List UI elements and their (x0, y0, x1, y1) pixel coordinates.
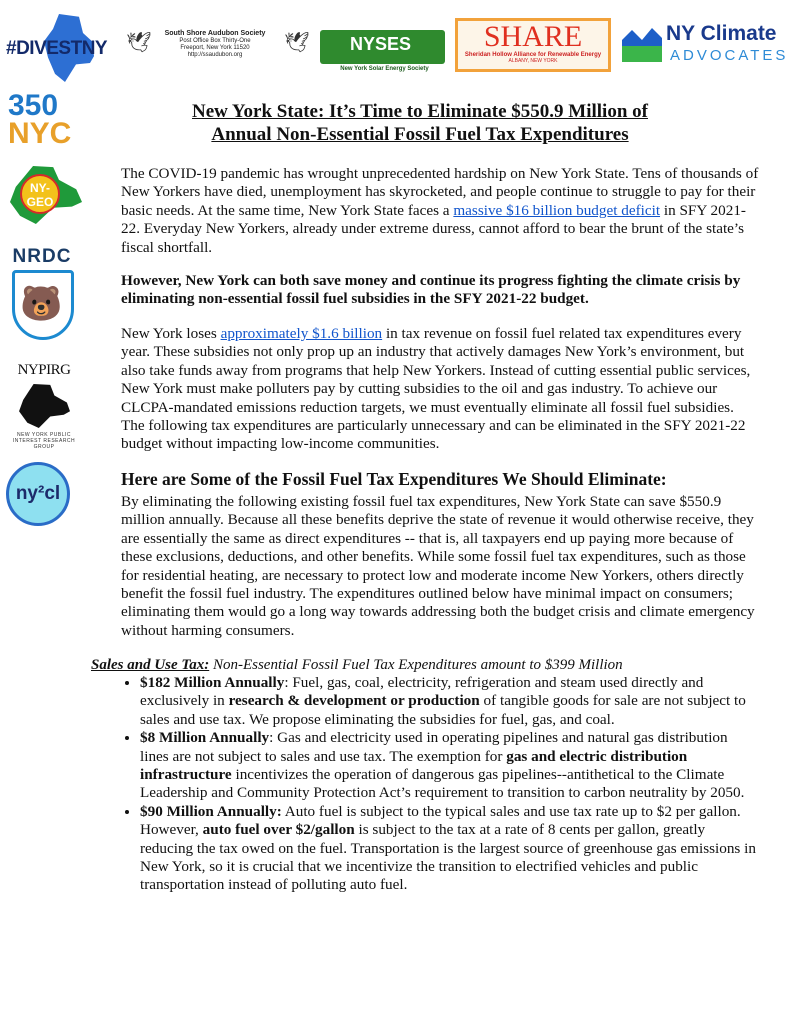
list-item (140, 729, 760, 803)
p3-text-a: New York loses (121, 325, 221, 342)
nyca-title: NY Climate (666, 22, 777, 45)
landscape-icon (622, 46, 662, 62)
audubon-name: South Shore Audubon Society (164, 30, 266, 37)
sales-use-tax-heading (91, 656, 771, 674)
audubon-address-1: Post Office Box Thirty-One (179, 38, 251, 44)
list-item (140, 674, 760, 729)
b3-text-b: is subject to the tax at a rate of 8 cents per gallon, greatly reducing the tax owed on the fuel. Transportation is the largest source of greenhouse gas emissions in New York, so it is crucial that we incentivize the transition to electrified vehicles and public transportation instead of polluting auto fuel. (140, 821, 756, 894)
list-item (140, 803, 760, 895)
b2-amount: $8 Million Annually (140, 729, 270, 747)
bold-statement: However, New York can both save money and continue its progress fighting the climate crisis by eliminating non-essential fossil fuel subsidies in the SFY 2021-22 budget. (121, 272, 741, 308)
nyses-title: NYSES (350, 34, 412, 54)
nycl-logo (6, 462, 70, 526)
b1-text-b: of tangible goods for sale are not subject to sales and use tax. We propose eliminating the subsidies for fuel, gas, and coal. (140, 692, 746, 728)
350nyc-logo (8, 89, 78, 154)
audubon-url: http://ssaudubon.org (187, 52, 243, 58)
share-subtitle: Sheridan Hollow Alliance for Renewable Energy (464, 52, 602, 58)
nyca-subtitle: ADVOCATES (670, 47, 789, 64)
ny-geo-logo (4, 162, 84, 228)
share-title: SHARE (483, 20, 583, 53)
sales-rest: Non-Essential Fossil Fuel Tax Expenditures amount to $399 Million (209, 657, 623, 673)
new-york-state-icon (18, 384, 70, 428)
b1-emphasis: research & development or production (228, 692, 480, 710)
p1-text-a: The COVID-19 pandemic has wrought unprecedented hardship on New York State. Tens of thousands of New Yorkers have died, unemployment has skyrocketed, and people continue to struggle to pay for their basic needs. At the same time, New York State faces a (121, 165, 759, 219)
divestny-text: #DIVESTNY (6, 38, 108, 59)
share-location: ALBANY, NEW YORK (508, 58, 558, 64)
title-line-2: Annual Non-Essential Fossil Fuel Tax Expenditures (211, 124, 629, 145)
b2-text-b: incentivizes the operation of dangerous gas pipelines--antithetical to the Climate Leadership and Community Protection Act’s requirement to transition to carbon neutrality by 2050. (140, 766, 745, 802)
audubon-address-2: Freeport, New York 11520 (180, 45, 250, 51)
nrdc-logo (6, 246, 78, 346)
bird-icon: 🕊 (284, 32, 310, 54)
p1-text-b: in SFY 2021-22. Everyday New Yorkers, already under extreme duress, cannot afford to bear the brunt of the state’s fiscal shortfall. (121, 201, 746, 256)
nypirg-subtitle: NEW YORK PUBLIC INTEREST RESEARCH GROUP (12, 432, 76, 450)
350-text: 350 (8, 89, 59, 122)
ny-geo-text: NY-GEO (20, 174, 60, 214)
section-heading: Here are Some of the Fossil Fuel Tax Expenditures We Should Eliminate: (121, 469, 667, 489)
nyses-subtitle: New York Solar Energy Society (340, 66, 429, 72)
intro-paragraph (121, 165, 761, 257)
b3-amount: $90 Million Annually: (140, 802, 282, 820)
title-line-1: New York State: It’s Time to Eliminate $550.9 Million of (192, 101, 648, 122)
b3-emphasis: auto fuel over $2/gallon (202, 821, 355, 839)
p3-text-b: in tax revenue on fossil fuel related tax expenditures every year. These subsidies not only prop up an industry that actively damages New York’s environment, but also take funds away from programs that help New Yorkers. Instead of cutting essential public services, New York must make polluters pay by cutting subsidies to the oil and gas industry. To achieve our CLCPA-mandated emissions reduction targets, we must eventually eliminate all fossil fuel subsidies. The following tax expenditures are particularly unnecessary and can be eliminated in the SFY 2021-22 budget without impacting low-income communities. (121, 325, 751, 453)
share-logo (455, 18, 611, 72)
b1-text-a: : Fuel, gas, coal, electricity, refrigeration and steam used directly and exclusively in (140, 674, 704, 710)
budget-deficit-link[interactable]: massive $16 billion budget deficit (453, 201, 661, 219)
b2-text-a: : Gas and electricity used in operating pipelines and natural gas distribution lines are not subject to sales and use tax. The exemption for (140, 729, 728, 765)
nypirg-logo (10, 362, 78, 452)
document-title (100, 100, 740, 146)
b1-amount: $182 Million Annually (140, 674, 285, 691)
nrdc-text: NRDC (12, 246, 72, 267)
expenditure-list (114, 674, 760, 895)
ny-climate-advocates-logo (622, 22, 789, 68)
tax-revenue-link[interactable]: approximately $1.6 billion (220, 325, 383, 342)
nyc-text: NYC (8, 117, 72, 150)
nypirg-title: NYPIRG (17, 362, 71, 378)
bear-icon: 🐻 (20, 286, 63, 323)
tax-revenue-paragraph (121, 325, 761, 454)
audubon-logo (150, 30, 280, 59)
sales-label: Sales and Use Tax: (91, 657, 210, 673)
divestny-logo (6, 14, 108, 82)
b3-text-a: Auto fuel is subject to the typical sales and use tax rate up to $2 per gallon. However, (140, 802, 741, 839)
bird-icon: 🕊 (126, 32, 152, 54)
b2-emphasis: gas and electric distribution infrastructure (140, 747, 688, 784)
elimination-paragraph: By eliminating the following existing fossil fuel tax expenditures, New York State can save $550.9 million annually. Because all these benefits deprive the state of revenue it would otherwise receive, they are essentially the same as direct expenditures -- that is, all taxpayers end up paying more because of these exclusions, deductions, and other benefits. While some fossil fuel tax expenditures, such as those for residential heating, are necessary to protect low and moderate income New Yorkers, others directly benefit the fossil fuel industry. The expenditures outlined below have minimal impact on consumers; eliminating them would go a long way towards addressing both the budget crisis and climate emergency without harming consumers. (121, 493, 755, 639)
nyses-logo (320, 20, 445, 70)
nycl-text: ny²cl (15, 483, 61, 504)
